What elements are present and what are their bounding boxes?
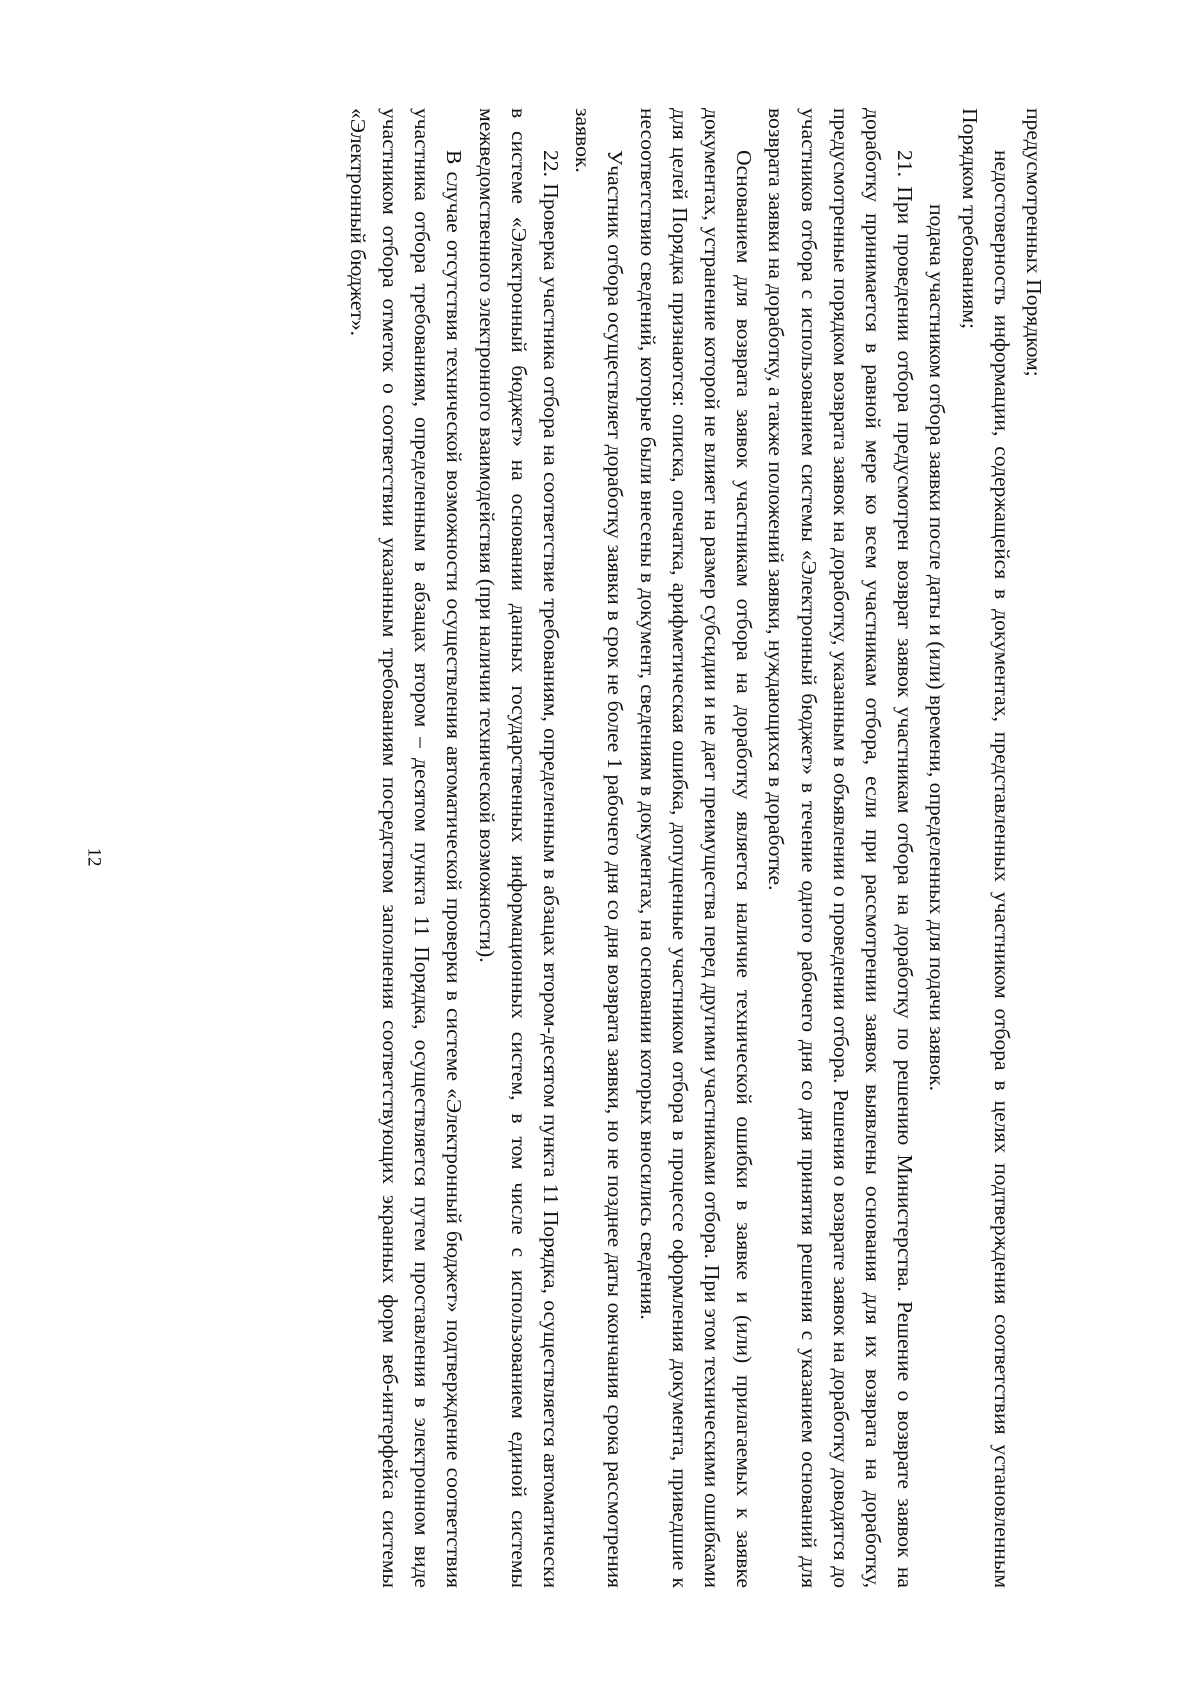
paragraph-7: 22. Проверка участника отбора на соответствие требованиям, определенным в абзацах втором-десятом пункта 11 Порядка, осуществляется автоматически в системе «Электронный бюджет» на основании данных государственных информационных систем, в том числе с использованием единой системы межведомственного электронного взаимодействия (при наличии технической возможности). xyxy=(474,108,563,1588)
paragraph-2: недостоверность информации, содержащейся в документах, представленных участником отбора в целях подтверждения соответствия установленным Порядком требованиям; xyxy=(957,108,1014,1588)
paragraph-1: предусмотренных Порядком; xyxy=(1022,108,1046,377)
paragraph-5: Основанием для возврата заявок участникам отбора на доработку является наличие технической ошибки в заявке и (или) прилагаемых к заявке документах, устранение которой не влияет на размер субсидии и не дает преимущества перед другими участниками отбора. При этом техническими ошибками для целей Порядка признаются: описка, опечатка, арифметическая ошибка, допущенные участником отбора в процессе оформления документа, приведшие к несоответствию сведений, которые были внесены в документ, сведениям в документах, на основании которых вносились сведения. xyxy=(635,108,757,1588)
page-number: 12 xyxy=(83,847,105,867)
paragraph-3: подача участником отбора заявки после даты и (или) времени, определенных для подачи заявок. xyxy=(925,204,950,1091)
paragraph-8: В случае отсутствия технической возможности осуществления автоматической проверки в системе «Электронный бюджет» подтверждение соответствия участника отбора требованиям, определенным в абзацах втором – десятом пункта 11 Порядка, осуществляется путем проставления в электронном виде участником отбора отметок о соответствии указанным требованиям посредством заполнения соответствующих экранных форм веб-интерфейса системы «Электронный бюджет». xyxy=(345,108,467,1588)
paragraph-4: 21. При проведении отбора предусмотрен возврат заявок участникам отбора на доработку по решению Министерства. Решение о возврате заявок на доработку принимается в равной мере ко всем участникам отбора, если при рассмотрении заявок выявлены основания для их возврата на доработку, предусмотренные порядком возврата заявок на доработку, указанным в объявлении о проведении отбора. Решения о возврате заявок на доработку доводятся до участников отбора с использованием системы «Электронный бюджет» в течение одного рабочего дня со дня принятия решения с указанием оснований для возврата заявки на доработку, а также положений заявки, нуждающихся в доработке. xyxy=(764,108,918,1588)
rotated-page xyxy=(150,108,1050,1588)
paragraph-6: Участник отбора осуществляет доработку заявки в срок не более 1 рабочего дня со дня возврата заявки, но не позднее даты окончания срока рассмотрения заявок. xyxy=(571,108,628,1588)
document-body xyxy=(342,108,1050,1588)
